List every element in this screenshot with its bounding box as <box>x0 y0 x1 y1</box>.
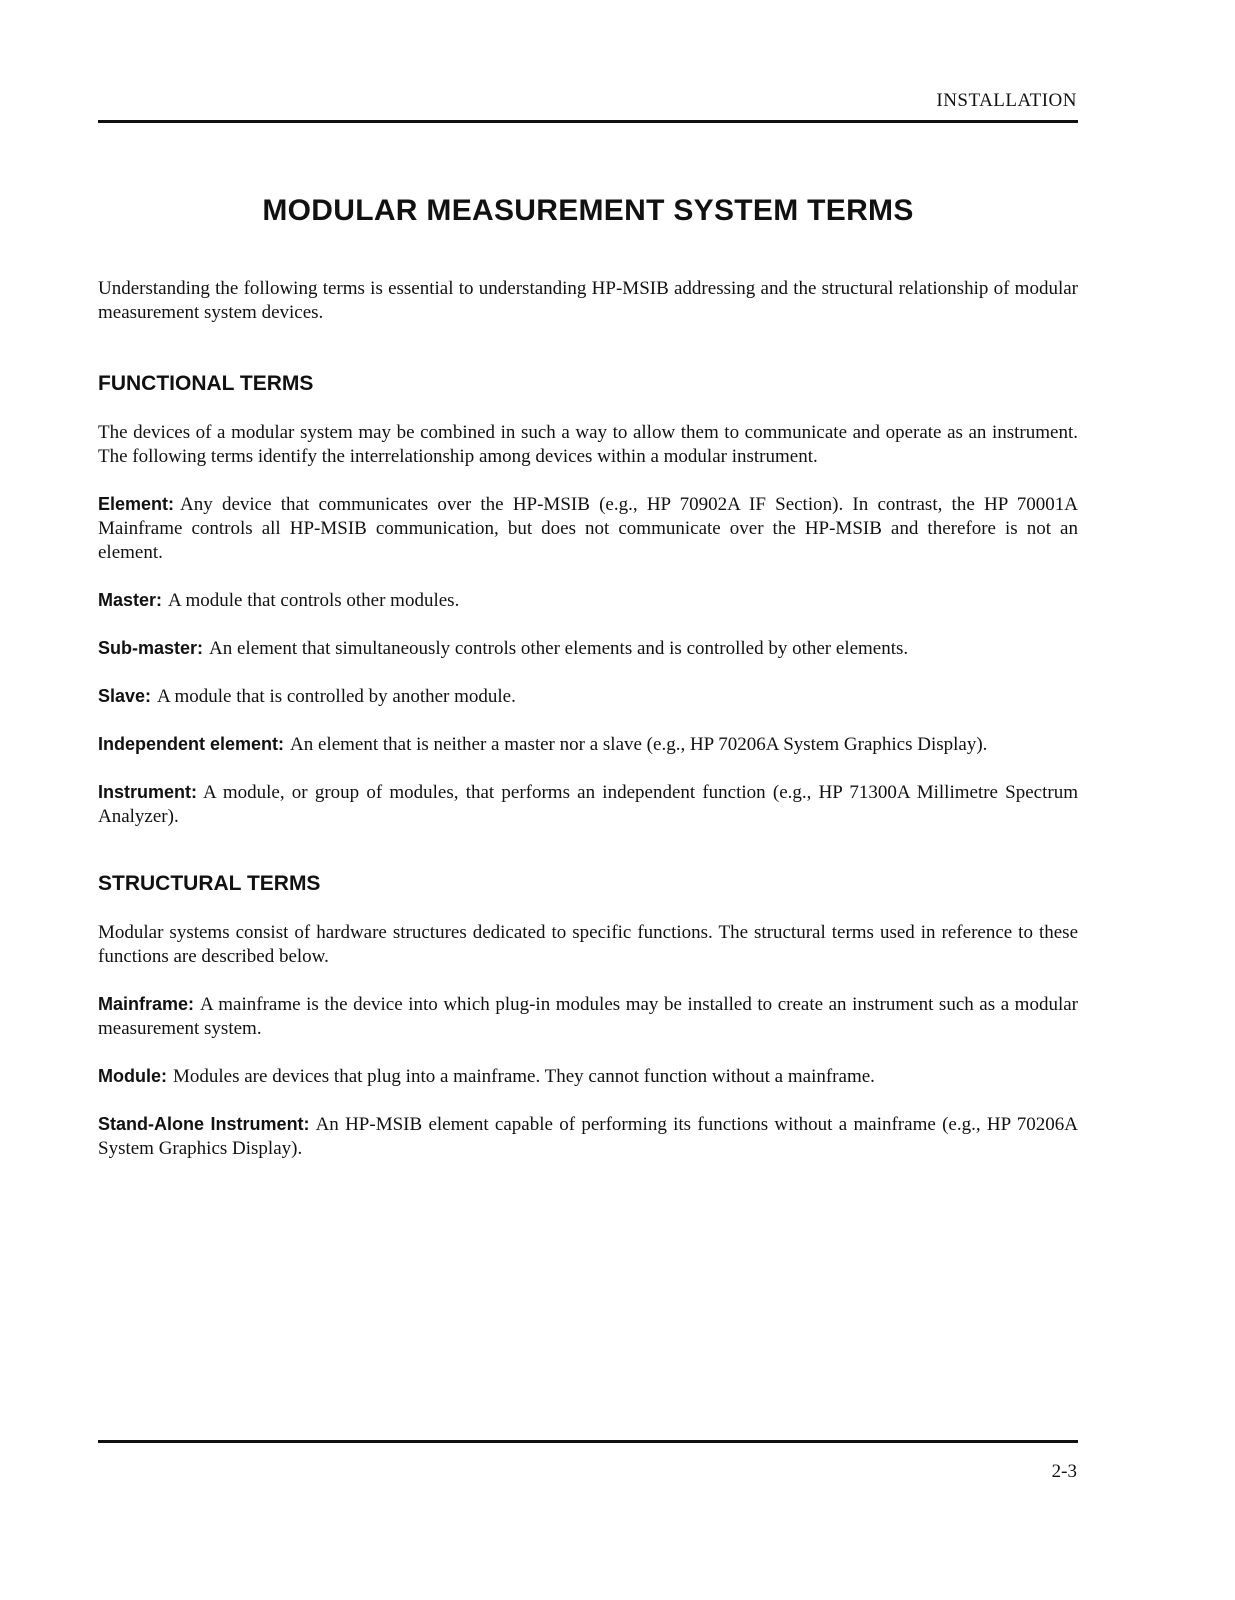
section-heading-functional: FUNCTIONAL TERMS <box>98 372 314 395</box>
structural-intro-paragraph: Modular systems consist of hardware structures dedicated to specific functions. The structural terms used in reference to these functions are described below. <box>98 922 1078 967</box>
term-module <box>98 1064 1078 1089</box>
term-definition: A module that is controlled by another module. <box>157 686 516 707</box>
term-definition: A mainframe is the device into which plug-in modules may be installed to create an instrument such as a modular measurement system. <box>98 994 1078 1039</box>
term-label: Master: <box>98 590 163 610</box>
term-sub-master <box>98 636 1078 661</box>
term-instrument <box>98 780 1078 829</box>
term-mainframe <box>98 992 1078 1041</box>
term-definition: An element that simultaneously controls other elements and is controlled by other elements. <box>209 638 909 659</box>
functional-intro-paragraph: The devices of a modular system may be combined in such a way to allow them to communicate and operate as an instrument. The following terms identify the interrelationship among devices within a modular instrument. <box>98 422 1078 467</box>
term-master <box>98 588 1078 613</box>
term-label: Slave: <box>98 686 152 706</box>
term-stand-alone-instrument <box>98 1112 1078 1161</box>
term-independent-element <box>98 732 1078 757</box>
term-definition: Modules are devices that plug into a mainframe. They cannot function without a mainframe. <box>173 1066 875 1087</box>
term-definition: A module, or group of modules, that performs an independent function (e.g., HP 71300A Millimetre Spectrum Analyzer). <box>98 782 1078 827</box>
page-title: MODULAR MEASUREMENT SYSTEM TERMS <box>262 194 914 227</box>
page-body <box>98 277 1078 1161</box>
intro-paragraph: Understanding the following terms is essential to understanding HP-MSIB addressing and the structural relationship of modular measurement system devices. <box>98 278 1078 323</box>
term-label: Mainframe: <box>98 994 195 1014</box>
header-rule <box>98 120 1078 123</box>
term-label: Stand-Alone Instrument: <box>98 1114 310 1134</box>
term-definition: An element that is neither a master nor a slave (e.g., HP 70206A System Graphics Display). <box>290 734 988 755</box>
term-definition: Any device that communicates over the HP-MSIB (e.g., HP 70902A IF Section). In contrast, the HP 70001A Mainframe controls all HP-MSIB communication, but does not communicate over the HP-MSIB and therefore is not an element. <box>98 494 1078 563</box>
term-definition: An HP-MSIB element capable of performing its functions without a mainframe (e.g., HP 70206A System Graphics Display). <box>98 1114 1078 1159</box>
term-slave <box>98 684 1078 709</box>
term-label: Element: <box>98 494 175 514</box>
term-label: Instrument: <box>98 782 197 802</box>
footer-rule <box>98 1440 1078 1443</box>
running-head: INSTALLATION <box>936 90 1077 111</box>
section-heading-structural: STRUCTURAL TERMS <box>98 872 321 895</box>
term-element <box>98 492 1078 565</box>
term-definition: A module that controls other modules. <box>168 590 460 611</box>
page-number: 2-3 <box>1051 1461 1077 1482</box>
term-label: Independent element: <box>98 734 285 754</box>
term-label: Module: <box>98 1066 167 1086</box>
term-label: Sub-master: <box>98 638 204 658</box>
